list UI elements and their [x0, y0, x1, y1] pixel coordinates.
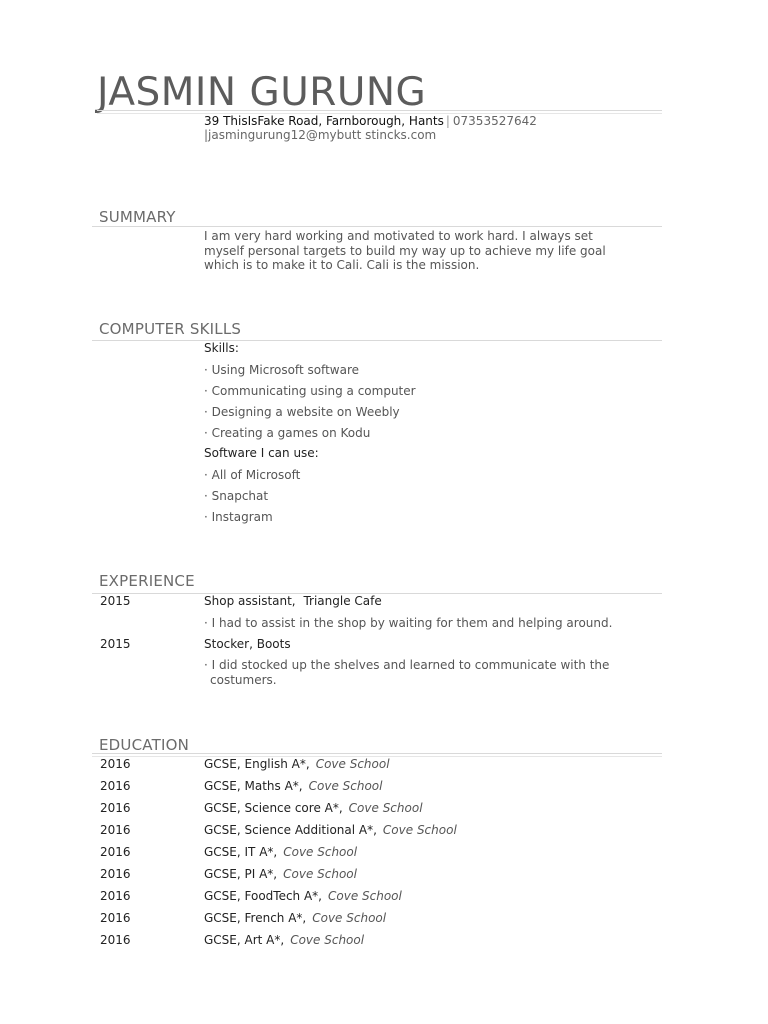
skill-item: · Designing a website on Weebly	[204, 405, 400, 419]
education-heading: EDUCATION	[99, 736, 189, 754]
computer-skills-heading: COMPUTER SKILLS	[99, 320, 242, 338]
education-year: 2016	[100, 801, 131, 815]
summary-divider	[92, 226, 662, 227]
qualification: GCSE, FoodTech A*,	[204, 889, 322, 903]
education-year: 2016	[100, 889, 131, 903]
job-title: Shop assistant,	[204, 594, 296, 608]
software-label: Software I can use:	[204, 446, 319, 460]
qualification: GCSE, Science Additional A*,	[204, 823, 377, 837]
education-year: 2016	[100, 867, 131, 881]
software-item: · All of Microsoft	[204, 468, 301, 482]
school-name: Cove School	[290, 933, 365, 947]
school-name: Cove School	[315, 757, 390, 771]
education-year: 2016	[100, 933, 131, 947]
school-name: Cove School	[328, 889, 402, 903]
experience-year: 2015	[100, 637, 131, 651]
summary-heading: SUMMARY	[99, 208, 176, 226]
candidate-name: JASMIN GURUNG	[97, 70, 427, 115]
school-name: Cove School	[308, 779, 383, 793]
experience-detail-line: · I did stocked up the shelves and learned to communicate with the	[204, 658, 610, 672]
experience-year: 2015	[100, 594, 131, 608]
experience-detail-line: costumers.	[210, 673, 277, 687]
contact-block	[204, 114, 537, 142]
education-entry	[204, 867, 357, 881]
qualification: GCSE, French A*,	[204, 911, 307, 925]
education-entry	[204, 933, 364, 947]
software-item: · Snapchat	[204, 489, 269, 503]
education-entry	[204, 823, 457, 837]
education-entry	[204, 889, 402, 903]
skills-label: Skills:	[204, 341, 239, 355]
education-entry	[204, 757, 390, 771]
computer-skills-divider	[92, 340, 662, 341]
employer: Triangle Cafe	[303, 594, 382, 608]
contact-separator: |	[445, 114, 450, 128]
education-year: 2016	[100, 779, 131, 793]
qualification: GCSE, Art A*,	[204, 933, 285, 947]
school-name: Cove School	[312, 911, 387, 925]
education-year: 2016	[100, 845, 131, 859]
experience-role	[204, 637, 291, 651]
experience-detail	[204, 658, 624, 688]
school-name: Cove School	[283, 867, 357, 881]
qualification: GCSE, Maths A*,	[204, 779, 303, 793]
experience-role	[204, 594, 382, 608]
email-text: |jasmingurung12@mybutt stincks.com	[204, 128, 437, 142]
education-entry	[204, 779, 382, 793]
experience-heading: EXPERIENCE	[99, 572, 195, 590]
job-title: Stocker, Boots	[204, 637, 291, 651]
school-name: Cove School	[283, 845, 358, 859]
qualification: GCSE, PI A*,	[204, 867, 278, 881]
qualification: GCSE, IT A*,	[204, 845, 278, 859]
education-year: 2016	[100, 911, 131, 925]
school-name: Cove School	[382, 823, 457, 837]
education-year: 2016	[100, 823, 131, 837]
summary-text: I am very hard working and motivated to work hard. I always set myself personal targets to build my way up to achieve my life goal which is to make it to Cali. Cali is the mission.	[204, 229, 606, 272]
address-text: 39 ThisIsFake Road, Farnborough, Hants	[204, 114, 444, 128]
school-name: Cove School	[348, 801, 423, 815]
software-item: · Instagram	[204, 510, 273, 524]
qualification: GCSE, Science core A*,	[204, 801, 343, 815]
experience-detail: · I had to assist in the shop by waiting for them and helping around.	[204, 616, 613, 630]
skill-item: · Creating a games on Kodu	[204, 426, 371, 440]
skill-item: · Communicating using a computer	[204, 384, 416, 398]
education-entry	[204, 845, 357, 859]
education-entry	[204, 911, 386, 925]
skill-item: · Using Microsoft software	[204, 363, 359, 377]
phone-text: 07353527642	[452, 114, 537, 128]
education-entry	[204, 801, 423, 815]
qualification: GCSE, English A*,	[204, 757, 310, 771]
education-year: 2016	[100, 757, 131, 771]
